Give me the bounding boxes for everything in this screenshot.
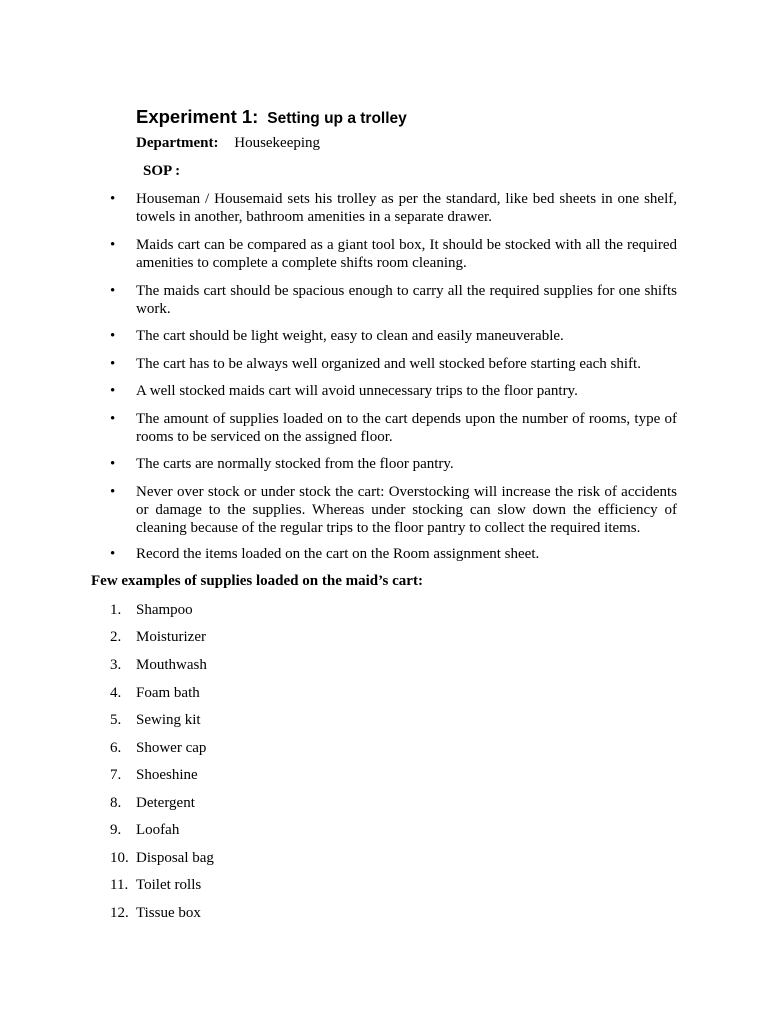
sop-bullet bbox=[110, 483, 677, 537]
supplies-heading: Few examples of supplies loaded on the maid’s cart: bbox=[91, 573, 423, 589]
sop-bullet bbox=[110, 455, 677, 473]
bullet-text: The carts are normally stocked from the floor pantry. bbox=[136, 456, 454, 472]
bullet-dot: • bbox=[110, 456, 116, 472]
sop-bullet bbox=[110, 382, 677, 400]
supply-text: Toilet rolls bbox=[136, 877, 202, 893]
supply-item bbox=[110, 656, 207, 674]
department-line bbox=[136, 135, 320, 152]
supply-number: 8. bbox=[110, 795, 122, 811]
supply-number: 3. bbox=[110, 657, 122, 673]
supply-item bbox=[110, 684, 200, 702]
sop-bullet bbox=[110, 190, 677, 226]
supply-item bbox=[110, 628, 206, 646]
bullet-dot: • bbox=[110, 383, 116, 399]
bullet-dot: • bbox=[110, 356, 116, 372]
sop-bullet bbox=[110, 545, 677, 563]
bullet-dot: • bbox=[110, 411, 116, 427]
bullet-text: The cart has to be always well organized and well stocked before starting each shift. bbox=[136, 356, 641, 372]
supply-number: 2. bbox=[110, 629, 122, 645]
sop-bullet bbox=[110, 282, 677, 318]
supply-item bbox=[110, 821, 179, 839]
supply-number: 12. bbox=[110, 905, 129, 921]
bullet-dot: • bbox=[110, 283, 116, 299]
supply-number: 4. bbox=[110, 685, 122, 701]
supply-item bbox=[110, 876, 201, 894]
supply-item bbox=[110, 601, 193, 619]
sop-bullet bbox=[110, 327, 677, 345]
sop-bullet bbox=[110, 355, 677, 373]
title-sub: Setting up a trolley bbox=[267, 110, 407, 127]
supply-text: Shampoo bbox=[136, 602, 193, 618]
supply-text: Sewing kit bbox=[136, 712, 201, 728]
bullet-text: Never over stock or under stock the cart: Overstocking will increase the risk of accidents or damage to the supplies. Whereas under stocking can slow down the efficiency of cleaning because of the regular trips to the floor pantry to collect the required items. bbox=[136, 484, 677, 536]
bullet-text: The cart should be light weight, easy to clean and easily maneuverable. bbox=[136, 328, 564, 344]
supply-number: 9. bbox=[110, 822, 122, 838]
supply-item bbox=[110, 904, 201, 922]
supply-text: Shower cap bbox=[136, 740, 207, 756]
supply-text: Shoeshine bbox=[136, 767, 198, 783]
supply-text: Moisturizer bbox=[136, 629, 206, 645]
bullet-text: A well stocked maids cart will avoid unnecessary trips to the floor pantry. bbox=[136, 383, 578, 399]
bullet-dot: • bbox=[110, 191, 116, 207]
supply-item bbox=[110, 739, 206, 757]
supply-item bbox=[110, 711, 201, 729]
supply-number: 1. bbox=[110, 602, 122, 618]
supply-text: Loofah bbox=[136, 822, 180, 838]
bullet-text: Maids cart can be compared as a giant tool box, It should be stocked with all the required amenities to complete a complete shifts room cleaning. bbox=[136, 237, 677, 271]
sop-label: SOP : bbox=[143, 163, 181, 179]
supply-item bbox=[110, 766, 198, 784]
supply-number: 10. bbox=[110, 850, 129, 866]
page-title bbox=[136, 94, 407, 131]
title-main: Experiment 1: bbox=[136, 106, 259, 127]
bullet-dot: • bbox=[110, 328, 116, 344]
bullet-dot: • bbox=[110, 484, 116, 500]
sop-bullet bbox=[110, 236, 677, 272]
supply-number: 6. bbox=[110, 740, 122, 756]
bullet-text: The maids cart should be spacious enough to carry all the required supplies for one shifts work. bbox=[136, 283, 677, 317]
department-label: Department: bbox=[136, 135, 219, 151]
supply-text: Mouthwash bbox=[136, 657, 207, 673]
supply-text: Foam bath bbox=[136, 685, 200, 701]
sop-bullet bbox=[110, 410, 677, 446]
bullet-dot: • bbox=[110, 546, 116, 562]
supply-text: Tissue box bbox=[136, 905, 201, 921]
department-value: Housekeeping bbox=[234, 135, 321, 151]
supply-item bbox=[110, 849, 214, 867]
supply-number: 5. bbox=[110, 712, 122, 728]
supply-number: 11. bbox=[110, 877, 129, 893]
bullet-text: Record the items loaded on the cart on the Room assignment sheet. bbox=[136, 546, 540, 562]
bullet-text: Houseman / Housemaid sets his trolley as per the standard, like bed sheets in one shelf, towels in another, bathroom amenities in a separate drawer. bbox=[136, 191, 677, 225]
bullet-text: The amount of supplies loaded on to the cart depends upon the number of rooms, type of rooms to be serviced on the assigned floor. bbox=[136, 411, 677, 445]
supply-text: Detergent bbox=[136, 795, 195, 811]
bullet-dot: • bbox=[110, 237, 116, 253]
supply-number: 7. bbox=[110, 767, 122, 783]
supply-text: Disposal bag bbox=[136, 850, 214, 866]
supply-item bbox=[110, 794, 195, 812]
